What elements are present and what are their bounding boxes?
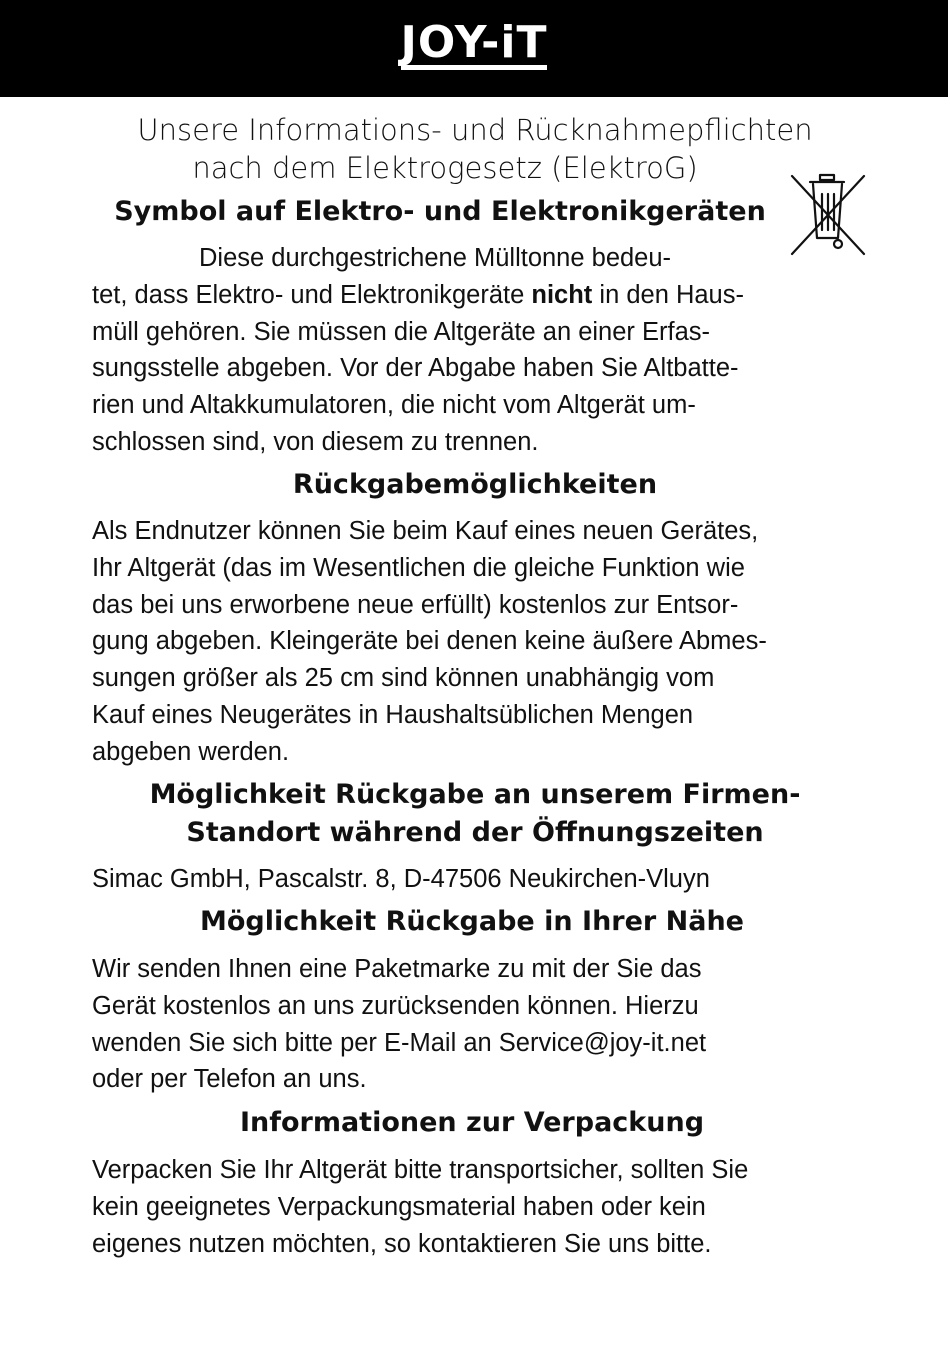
emphasis-nicht: nicht	[531, 280, 593, 309]
text-line: das bei uns erworbene neue erfüllt) kostenlos zur Entsor-	[92, 590, 739, 619]
text-line: Als Endnutzer können Sie beim Kauf eines neuen Gerätes,	[92, 517, 759, 545]
return-options-paragraph	[92, 513, 858, 771]
text-line: Ihr Altgerät (das im Wesentlichen die gleiche Funktion wie	[92, 553, 745, 582]
section-heading-return-options: Rückgabemöglichkeiten	[292, 469, 658, 500]
section-heading-packaging: Informationen zur Verpackung	[239, 1107, 705, 1138]
section-heading-company-site-line-2: Standort während der Öffnungszeiten	[186, 817, 764, 848]
text-line: sungen größer als 25 cm sind können unabhängig vom	[92, 664, 715, 693]
page-title-line-2: nach dem Elektrogesetz (ElektroG)	[192, 151, 698, 185]
section-heading-symbol: Symbol auf Elektro- und Elektronikgeräten	[114, 196, 766, 227]
text-line: eigenes nutzen möchten, so kontaktieren Sie uns bitte.	[92, 1229, 712, 1258]
text-line: gung abgeben. Kleingeräte bei denen keine äußere Abmes-	[92, 627, 767, 656]
section-heading-nearby: Möglichkeit Rückgabe in Ihrer Nähe	[200, 906, 744, 937]
text-line: rien und Altakkumulatoren, die nicht vom Altgerät um-	[92, 391, 696, 420]
symbol-paragraph	[92, 240, 858, 461]
text-line: oder per Telefon an uns.	[92, 1065, 367, 1094]
brand-logo: JOY-iT	[400, 17, 548, 68]
text-line: abgeben werden.	[92, 737, 290, 766]
text-line: Wir senden Ihnen eine Paketmarke zu mit der Sie das	[92, 955, 702, 983]
text-line: Simac GmbH, Pascalstr. 8, D-47506 Neukirchen-Vluyn	[92, 865, 710, 893]
packaging-paragraph	[92, 1152, 858, 1262]
header-bar	[0, 0, 948, 97]
text-line: müll gehören. Sie müssen die Altgeräte an einer Erfas-	[92, 317, 711, 346]
text-line: Diese durchgestrichene Mülltonne bedeu-	[199, 244, 672, 272]
section-heading-company-site-line-1: Möglichkeit Rückgabe an unserem Firmen-	[149, 779, 801, 810]
text-line: wenden Sie sich bitte per E-Mail an Service@joy-it.net	[92, 1028, 707, 1057]
nearby-paragraph	[92, 951, 858, 1098]
text-line: kein geeignetes Verpackungsmaterial haben oder kein	[92, 1192, 706, 1221]
page-title-line-1: Unsere Informations- und Rücknahmepflichten	[137, 113, 813, 147]
text-line: Verpacken Sie Ihr Altgerät bitte transportsicher, sollten Sie	[92, 1156, 749, 1184]
text-line: tet, dass Elektro- und Elektronikgeräte nicht in den Haus-	[92, 280, 744, 309]
company-address	[92, 861, 858, 898]
text-line: schlossen sind, von diesem zu trennen.	[92, 427, 539, 456]
text-line: sungsstelle abgeben. Vor der Abgabe haben Sie Altbatte-	[92, 354, 739, 383]
text-line: Kauf eines Neugerätes in Haushaltsüblichen Mengen	[92, 700, 694, 729]
text-line: Gerät kostenlos an uns zurücksenden können. Hierzu	[92, 991, 699, 1020]
